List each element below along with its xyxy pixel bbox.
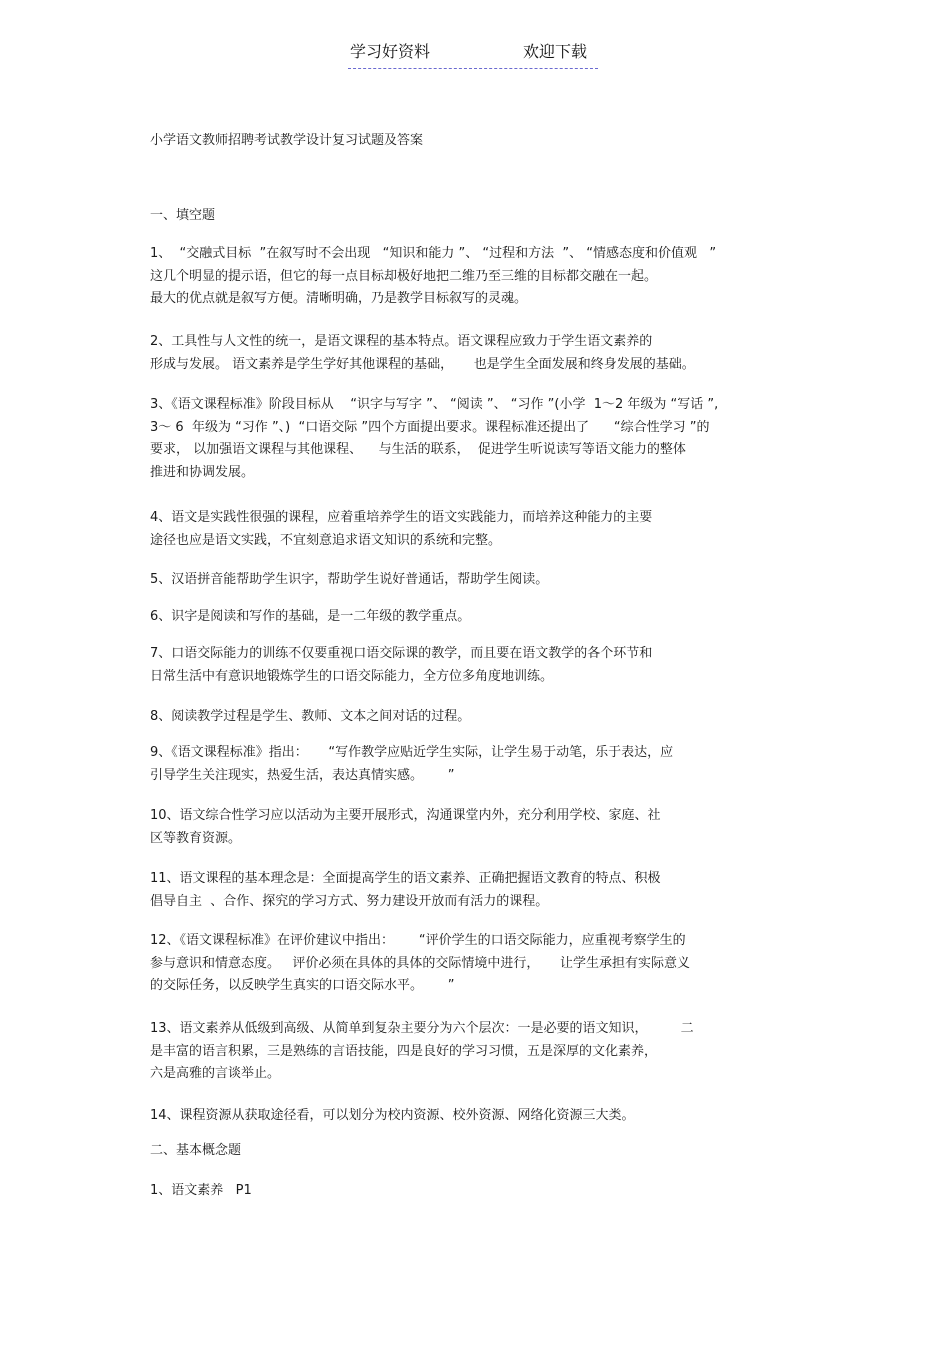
paragraph-7 — [150, 643, 810, 688]
concept-item-1 — [150, 1180, 810, 1203]
paragraph-line: 引导学生关注现实，热爱生活，表达真情实感。 ” — [150, 767, 455, 783]
header-right-text: 欢迎下载 — [523, 42, 588, 61]
paragraph-2 — [150, 331, 810, 376]
paragraph-line: 10、语文综合性学习应以活动为主要开展形式，沟通课堂内外，充分利用学校、家庭、社 — [150, 808, 661, 823]
paragraph-line: 这几个明显的提示语，但它的每一点目标却极好地把二维乃至三维的目标都交融在一起。 — [150, 268, 658, 284]
section-heading: 一、填空题 — [150, 208, 216, 223]
paragraph-line: 3、《语文课程标准》阶段目标从 “识字与写字 ”、 “阅读 ”、 “习作 ”(小学 1～2 年级为 “写话 ”, — [150, 397, 719, 412]
paragraph-line: 6、识字是阅读和写作的基础，是一二年级的教学重点。 — [150, 609, 471, 624]
paragraph-line: 8、阅读教学过程是学生、教师、文本之间对话的过程。 — [150, 709, 471, 724]
paragraph-line: 参与意识和情意态度。 评价必须在具体的具体的交际情境中进行， 让学生承担有实际意义 — [150, 955, 691, 971]
paragraph-8 — [150, 706, 810, 729]
header-left-text: 学习好资料 — [350, 42, 431, 61]
paragraph-3 — [150, 394, 810, 484]
paragraph-5 — [150, 569, 810, 592]
paragraph-9 — [150, 742, 810, 787]
concept-line: 1、语文素养 P1 — [150, 1183, 252, 1198]
paragraph-line: 形成与发展。 语文素养是学生学好其他课程的基础， 也是学生全面发展和终身发展的基础。 — [150, 356, 695, 372]
paragraph-1 — [150, 243, 810, 311]
paragraph-line: 3～ 6 年级为 “习作 ”、) “口语交际 ”四个方面提出要求。课程标准还提出了 “综合性学习 ”的 — [150, 419, 710, 435]
paragraph-line: 4、语文是实践性很强的课程，应着重培养学生的语文实践能力，而培养这种能力的主要 — [150, 510, 653, 525]
paragraph-line: 5、汉语拼音能帮助学生识字，帮助学生说好普通话，帮助学生阅读。 — [150, 572, 549, 587]
paragraph-line: 的交际任务，以反映学生真实的口语交际水平。 ” — [150, 978, 455, 993]
page-header — [348, 40, 598, 69]
paragraph-line: 区等教育资源。 — [150, 830, 242, 846]
paragraph-line: 推进和协调发展。 — [150, 464, 255, 480]
paragraph-line: 2、工具性与人文性的统一，是语文课程的基本特点。语文课程应致力于学生语文素养的 — [150, 334, 653, 349]
paragraph-6 — [150, 606, 810, 629]
paragraph-14 — [150, 1105, 810, 1128]
paragraph-line: 14、课程资源从获取途径看，可以划分为校内资源、校外资源、网络化资源三大类。 — [150, 1108, 635, 1123]
paragraph-line: 1、 “交融式目标 ”在叙写时不会出现 “知识和能力 ”、 “过程和方法 ”、 “情感态度和价值观 ” — [150, 246, 717, 261]
paragraph-11 — [150, 868, 810, 913]
paragraph-10 — [150, 805, 810, 850]
paragraph-line: 13、语文素养从低级到高级、从简单到复杂主要分为六个层次：一是必要的语文知识， 二 — [150, 1021, 694, 1036]
paragraph-line: 7、口语交际能力的训练不仅要重视口语交际课的教学，而且要在语文教学的各个环节和 — [150, 646, 653, 661]
paragraph-line: 要求， 以加强语文课程与其他课程、 与生活的联系， 促进学生听说读写等语文能力的整体 — [150, 442, 686, 457]
paragraph-line: 12、《语文课程标准》在评价建议中指出： “评价学生的口语交际能力，应重视考察学生的 — [150, 933, 686, 948]
paragraph-line: 11、语文课程的基本理念是：全面提高学生的语文素养、正确把握语文教育的特点、积极 — [150, 871, 661, 886]
paragraph-line: 六是高雅的言谈举止。 — [150, 1066, 281, 1081]
paragraph-line: 日常生活中有意识地锻炼学生的口语交际能力，全方位多角度地训练。 — [150, 668, 554, 684]
paragraph-line: 是丰富的语言积累，三是熟练的言语技能，四是良好的学习习惯，五是深厚的文化素养， — [150, 1043, 658, 1059]
section-heading: 二、基本概念题 — [150, 1143, 242, 1158]
section-heading-concepts — [150, 1140, 810, 1163]
paragraph-13 — [150, 1018, 810, 1086]
document-title: 小学语文教师招聘考试教学设计复习试题及答案 — [150, 133, 424, 148]
section-heading-fill-blank — [150, 205, 810, 228]
paragraph-line: 9、《语文课程标准》指出： “写作教学应贴近学生实际，让学生易于动笔，乐于表达，应 — [150, 745, 674, 760]
paragraph-line: 倡导自主 、合作、探究的学习方式、努力建设开放而有活力的课程。 — [150, 893, 549, 909]
paragraph-line: 最大的优点就是叙写方便。清晰明确，乃是教学目标叙写的灵魂。 — [150, 291, 528, 306]
paragraph-4 — [150, 507, 810, 552]
paragraph-12 — [150, 930, 810, 998]
paragraph-line: 途径也应是语文实践，不宜刻意追求语文知识的系统和完整。 — [150, 532, 502, 548]
